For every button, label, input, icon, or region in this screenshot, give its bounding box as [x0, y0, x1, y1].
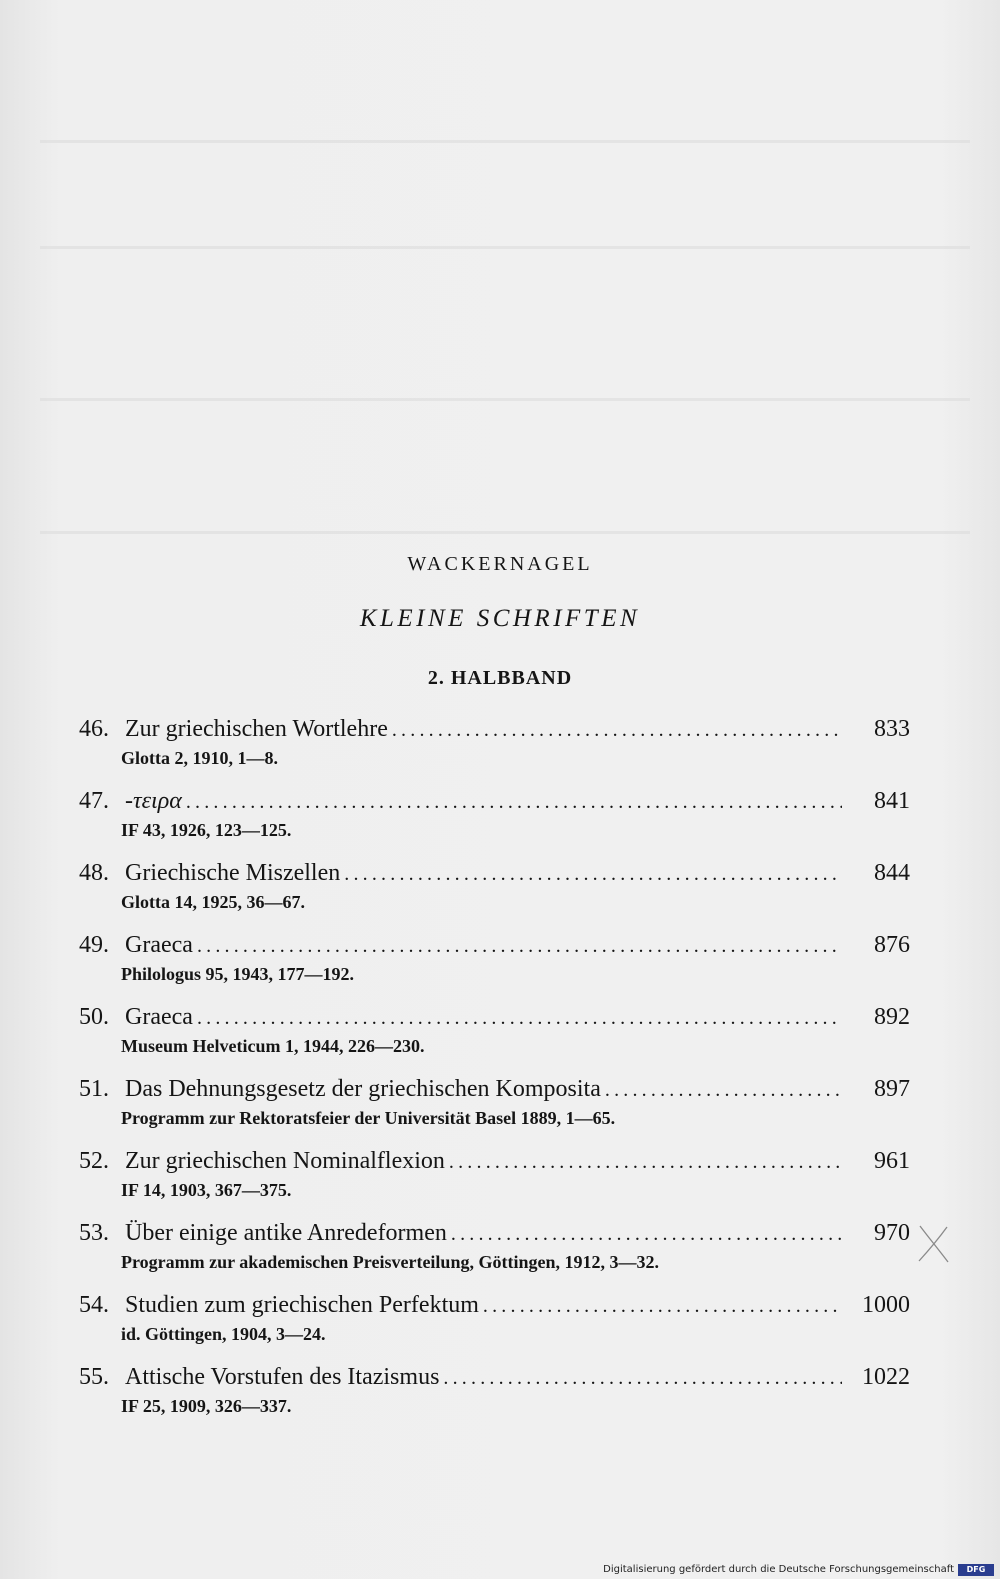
entry-number: 50.: [79, 1004, 109, 1030]
entry-title: -τειρα: [125, 788, 182, 814]
toc-entry: [79, 1000, 910, 1072]
pencil-x-mark-icon: [917, 1224, 951, 1264]
show-through-line: [40, 246, 970, 249]
toc-entry: [79, 712, 910, 784]
dot-leader: [344, 857, 842, 891]
entry-title: Graeca: [125, 932, 193, 958]
entry-source: Museum Helveticum 1, 1944, 226—230.: [121, 1036, 425, 1056]
dot-leader: [197, 1001, 842, 1035]
digitization-credit: Digitalisierung gefördert durch die Deutsche Forschungsgemeinschaft: [603, 1564, 954, 1575]
entry-title: Attische Vorstufen des Itazismus: [125, 1364, 440, 1390]
show-through-line: [40, 140, 970, 143]
show-through-line: [40, 531, 970, 534]
table-of-contents: [79, 712, 910, 1432]
entry-title: Über einige antike Anredeformen: [125, 1220, 447, 1246]
entry-number: 54.: [79, 1292, 109, 1318]
entry-page: 1022: [862, 1364, 910, 1390]
dot-leader: [443, 1361, 842, 1395]
entry-title: Studien zum griechischen Perfektum: [125, 1292, 479, 1318]
entry-source: Glotta 2, 1910, 1—8.: [121, 748, 278, 768]
toc-entry: [79, 928, 910, 1000]
toc-entry: [79, 1216, 910, 1288]
entry-number: 47.: [79, 788, 109, 814]
entry-page: 844: [874, 860, 910, 886]
entry-title: Graeca: [125, 1004, 193, 1030]
dfg-logo: DFG: [958, 1564, 994, 1576]
entry-page: 833: [874, 716, 910, 742]
entry-page: 897: [874, 1076, 910, 1102]
toc-entry: [79, 1360, 910, 1432]
dot-leader: [392, 713, 842, 747]
entry-page: 961: [874, 1148, 910, 1174]
entry-title: Zur griechischen Wortlehre: [125, 716, 388, 742]
entry-source: id. Göttingen, 1904, 3—24.: [121, 1324, 326, 1344]
toc-entry: [79, 784, 910, 856]
entry-source: IF 14, 1903, 367—375.: [121, 1180, 292, 1200]
dot-leader: [449, 1145, 842, 1179]
volume-label: 2. HALBBAND: [427, 667, 573, 689]
dot-leader: [483, 1289, 842, 1323]
dot-leader: [197, 929, 842, 963]
entry-page: 892: [874, 1004, 910, 1030]
toc-entry: [79, 1072, 910, 1144]
entry-page: 841: [874, 788, 910, 814]
entry-number: 53.: [79, 1220, 109, 1246]
toc-entry: [79, 1288, 910, 1360]
toc-entry: [79, 856, 910, 928]
entry-source: IF 25, 1909, 326—337.: [121, 1396, 292, 1416]
dot-leader: [451, 1217, 842, 1251]
entry-source: Philologus 95, 1943, 177—192.: [121, 964, 355, 984]
entry-number: 46.: [79, 716, 109, 742]
dot-leader: [186, 785, 842, 819]
dot-leader: [605, 1073, 842, 1107]
show-through-line: [40, 398, 970, 401]
book-author: WACKERNAGEL: [407, 553, 593, 575]
entry-title: Das Dehnungsgesetz der griechischen Komposita: [125, 1076, 601, 1102]
entry-source: IF 43, 1926, 123—125.: [121, 820, 292, 840]
entry-page: 876: [874, 932, 910, 958]
toc-entry: [79, 1144, 910, 1216]
entry-title: Griechische Miszellen: [125, 860, 341, 886]
entry-page: 1000: [862, 1292, 910, 1318]
entry-title: Zur griechischen Nominalflexion: [125, 1148, 445, 1174]
entry-number: 49.: [79, 932, 109, 958]
book-title: KLEINE SCHRIFTEN: [359, 605, 641, 632]
entry-source: Programm zur Rektoratsfeier der Universität Basel 1889, 1—65.: [121, 1108, 616, 1128]
entry-number: 51.: [79, 1076, 109, 1102]
entry-number: 52.: [79, 1148, 109, 1174]
entry-number: 48.: [79, 860, 109, 886]
entry-number: 55.: [79, 1364, 109, 1390]
entry-source: Programm zur akademischen Preisverteilung, Göttingen, 1912, 3—32.: [121, 1252, 659, 1272]
entry-page: 970: [874, 1220, 910, 1246]
entry-source: Glotta 14, 1925, 36—67.: [121, 892, 305, 912]
